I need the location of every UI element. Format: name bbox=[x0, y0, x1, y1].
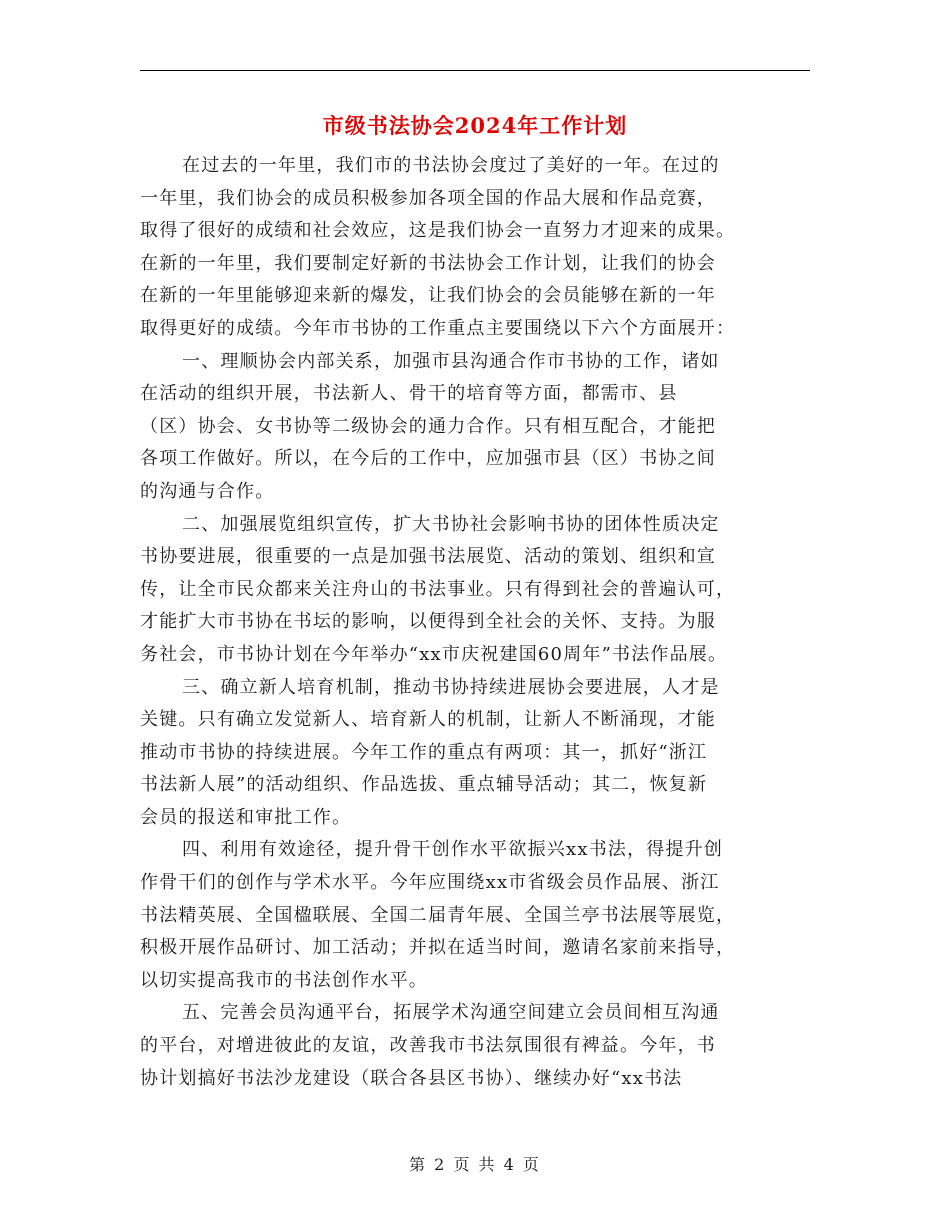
text-line: 关键。只有确立发觉新人、培育新人的机制，让新人不断涌现，才能 bbox=[140, 709, 716, 731]
text-line: 在活动的组织开展，书法新人、骨干的培育等方面，都需市、县 bbox=[140, 383, 678, 405]
text-line: 书协要进展，很重要的一点是加强书法展览、活动的策划、组织和宣 bbox=[140, 546, 716, 568]
text-line: 作骨干们的创作与学术水平。今年应围绕xx市省级会员作品展、浙江 bbox=[140, 872, 720, 894]
text-line: 才能扩大市书协在书坛的影响，以便得到全社会的关怀、支持。为服 bbox=[140, 611, 716, 633]
text-line: 在新的一年里能够迎来新的爆发，让我们协会的会员能够在新的一年 bbox=[140, 285, 716, 307]
page-number: 第 2 页 共 4 页 bbox=[409, 1155, 541, 1174]
text-line: 传，让全市民众都来关注舟山的书法事业。只有得到社会的普遍认可， bbox=[140, 578, 736, 600]
text-line: 一年里，我们协会的成员积极参加各项全国的作品大展和作品竞赛， bbox=[140, 187, 716, 209]
text-line: 一、理顺协会内部关系，加强市县沟通合作市书协的工作，诸如 bbox=[182, 350, 720, 372]
text-line: 取得了很好的成绩和社会效应，这是我们协会一直努力才迎来的成果。 bbox=[140, 220, 736, 242]
text-line: （区）协会、女书协等二级协会的通力合作。只有相互配合，才能把 bbox=[140, 415, 716, 437]
text-line: 二、加强展览组织宣传，扩大书协社会影响书协的团体性质决定 bbox=[182, 513, 720, 535]
text-line: 以切实提高我市的书法创作水平。 bbox=[140, 969, 428, 991]
text-line: 的沟通与合作。 bbox=[140, 480, 275, 502]
text-line: 书法新人展”的活动组织、作品选拔、重点辅导活动；其二，恢复新 bbox=[140, 774, 708, 796]
text-line: 在过去的一年里，我们市的书法协会度过了美好的一年。在过的 bbox=[182, 155, 720, 176]
text-line: 的平台，对增进彼此的友谊，改善我市书法氛围很有裨益。今年，书 bbox=[140, 1035, 716, 1057]
document-title: 市级书法协会2024年工作计划 bbox=[322, 113, 628, 138]
text-line: 取得更好的成绩。今年市书协的工作重点主要围绕以下六个方面展开： bbox=[140, 317, 736, 339]
text-line: 在新的一年里，我们要制定好新的书法协会工作计划，让我们的协会 bbox=[140, 252, 716, 274]
text-line: 会员的报送和审批工作。 bbox=[140, 806, 352, 828]
header-rule bbox=[140, 70, 810, 71]
text-line: 协计划搞好书法沙龙建设（联合各县区书协）、继续办好“xx书法 bbox=[140, 1067, 683, 1089]
text-line: 务社会，市书协计划在今年举办“xx市庆祝建国60周年”书法作品展。 bbox=[140, 643, 728, 665]
text-line: 四、利用有效途径，提升骨干创作水平欲振兴xx书法，得提升创 bbox=[182, 839, 724, 861]
text-line: 五、完善会员沟通平台，拓展学术沟通空间建立会员间相互沟通 bbox=[182, 1002, 720, 1024]
text-line: 三、确立新人培育机制，推动书协持续进展协会要进展，人才是 bbox=[182, 676, 720, 698]
document-body bbox=[140, 150, 816, 1095]
text-line: 书法精英展、全国楹联展、全国二届青年展、全国兰亭书法展等展览， bbox=[140, 904, 736, 926]
text-line: 各项工作做好。所以，在今后的工作中，应加强市县（区）书协之间 bbox=[140, 448, 716, 470]
text-line: 推动市书协的持续进展。今年工作的重点有两项：其一，抓好“浙江 bbox=[140, 741, 708, 763]
text-line: 积极开展作品研讨、加工活动；并拟在适当时间，邀请名家前来指导， bbox=[140, 937, 736, 959]
